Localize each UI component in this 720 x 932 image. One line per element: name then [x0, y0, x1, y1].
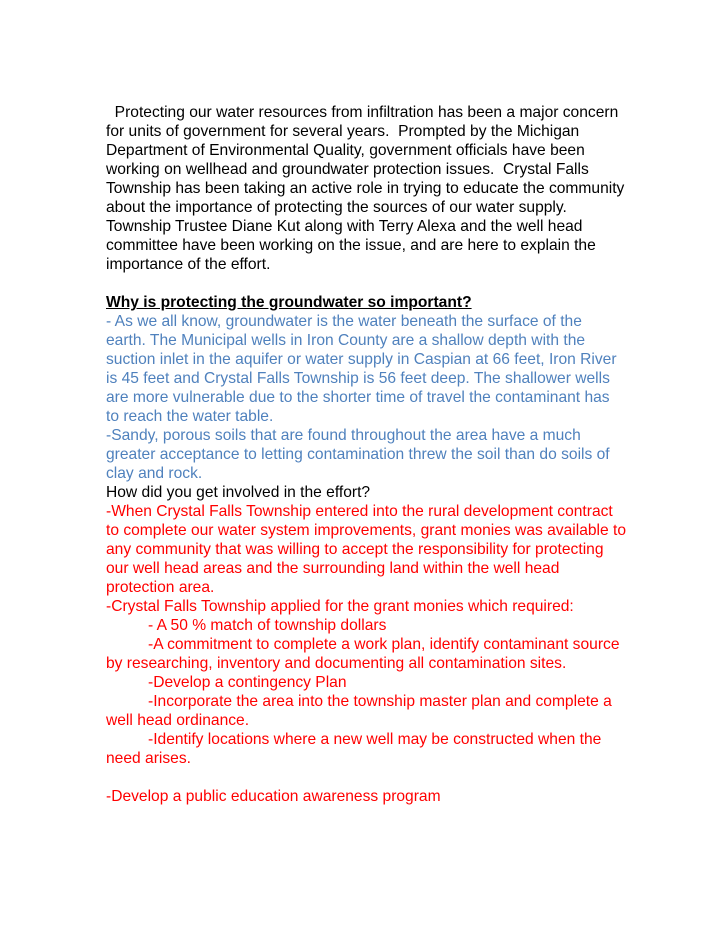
requirement-item: -Identify locations where a new well may be constructed when the need arises.: [106, 731, 606, 767]
spacer: [106, 768, 626, 787]
requirement-item: -Incorporate the area into the township master plan and complete a well head ordinance.: [106, 693, 617, 729]
answer-soil-porosity: -Sandy, porous soils that are found throughout the area have a much greater acceptance to letting contamination threw the soil than do soils of clay and rock.: [106, 427, 614, 482]
requirement-item: - A 50 % match of township dollars: [148, 617, 387, 634]
answer-involvement-contract: -When Crystal Falls Township entered into the rural development contract to complete our water system improvements, grant monies was available to any community that was willing to accept the responsibility for protecting our well head areas and the surrounding land within the well head protection area.: [106, 503, 631, 596]
question-heading-groundwater: Why is protecting the groundwater so important?: [106, 294, 472, 311]
final-requirement: -Develop a public education awareness program: [106, 788, 441, 805]
answer-grant-application: -Crystal Falls Township applied for the grant monies which required:: [106, 598, 574, 615]
intro-paragraph: Protecting our water resources from infiltration has been a major concern for units of government for several years. Prompted by the Michigan Department of Environmental Quality, government officials have been working on wellhead and groundwater protection issues. Crystal Falls Township has been taking an active role in trying to educate the community about the importance of protecting the sources of our water supply. Township Trustee Diane Kut along with Terry Alexa and the well head committee have been working on the issue, and are here to explain the importance of the effort.: [106, 104, 629, 273]
document-page: [106, 103, 631, 806]
question-heading-involvement: How did you get involved in the effort?: [106, 484, 371, 501]
requirement-item: -A commitment to complete a work plan, identify contaminant source by researching, inventory and documenting all contamination sites.: [106, 636, 624, 672]
spacer: [106, 274, 626, 293]
requirement-item: -Develop a contingency Plan: [148, 674, 347, 691]
answer-groundwater-depth: - As we all know, groundwater is the water beneath the surface of the earth. The Municipal wells in Iron County are a shallow depth with the suction inlet in the aquifer or water supply in Caspian at 66 feet, Iron River is 45 feet and Crystal Falls Township is 56 feet deep. The shallower wells are more vulnerable due to the shorter time of travel the contaminant has to reach the water table.: [106, 313, 621, 425]
